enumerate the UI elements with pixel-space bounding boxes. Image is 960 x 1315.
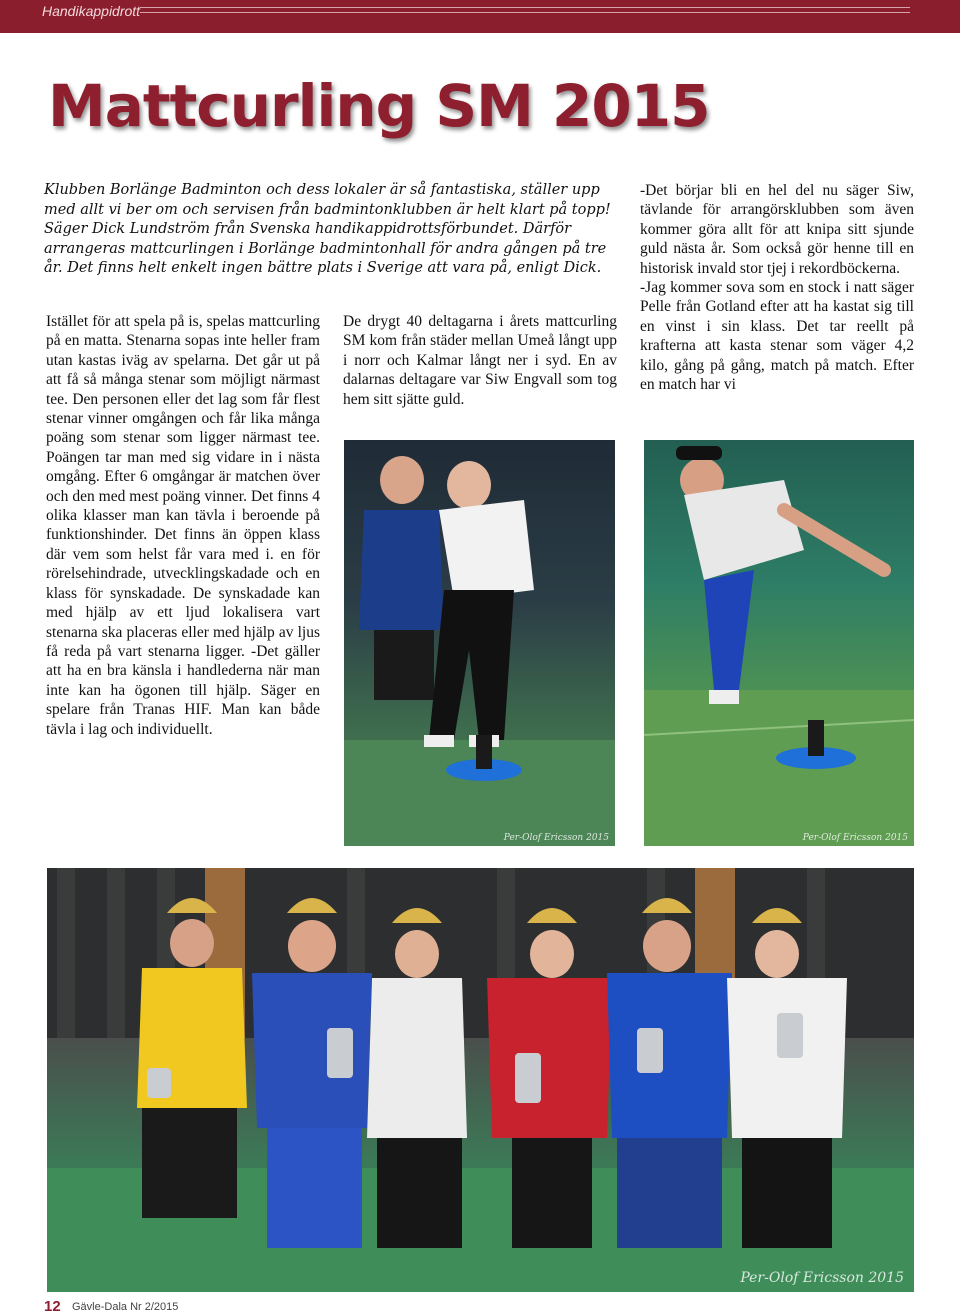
photo-credit: Per-Olof Ericsson 2015 [802,833,908,843]
photo-credit: Per-Olof Ericsson 2015 [503,833,609,843]
page-title: Mattcurling SM 2015 [48,72,710,140]
photo-credit: Per-Olof Ericsson 2015 [740,1270,904,1286]
header-rule [140,12,910,13]
page-number: 12 [44,1298,61,1315]
photo-curling-player-man [644,440,914,846]
section-label: Handikappidrott [42,3,141,19]
publication-name: Gävle-Dala Nr 2/2015 [72,1301,179,1313]
body-column-2: De drygt 40 deltagarna i årets mattcurling SM kom från städer mellan Umeå långt upp i norr och Kalmar långt ner i syd. En av dalarnas deltagare var Siw Engvall som tog hem sitt sjätte guld. [343,313,617,408]
body-column-3 [640,181,914,394]
column-3-paragraph-1: -Det börjar bli en hel del nu säger Siw, tävlande för arrangörsklubben som även kommer göra allt för att knipa sitt sjunde guld nästa år. Som också gör henne till en historisk invald stor tjej i rekordböckerna. [640,182,914,277]
header-bar [0,0,960,33]
photo-winners-group [47,868,914,1292]
header-rule [140,7,910,8]
intro-paragraph: Klubben Borlänge Badminton och dess lokaler är så fantastiska, ställer upp med allt vi ber om och servisen från badmintonklubben är helt klart på topp! Säger Dick Lundström från Svenska handikappidrottsförbundet. Därför arrangeras mattcurlingen i Borlänge badmintonhall för andra gången på tre år. Det finns helt enkelt ingen bättre plats i Sverige att vara på, enligt Dick. [44,182,611,276]
column-3-paragraph-2: -Jag kommer sova som en stock i natt säger Pelle från Gotland efter att ha kastat sig till en vinst i sin klass. Det tar reellt på krafterna att kasta stenar som väger 4,2 kilo, gång på gång, match på match. Efter en match har vi [640,279,914,394]
body-column-1: Istället för att spela på is, spelas mattcurling på en matta. Stenarna sopas inte heller fram utan kastas iväg av spelarna. Det går ut på att få så många stenar som möjligt närmast tee. Den personen eller det lag som får flest stenar vinner omgången och får lika många poäng som stenar som ligger närmast tee. Poängen tar man med sig vidare in i nästa omgång. Efter 6 omgångar är matchen över och den med mest poäng vinner. Det finns 4 olika klasser man kan tävla i beroende på funktionshinder. Det finns än öppen klass där vem som helst får vara med i. en för rörelsehindrade, utvecklingskadade och en klass för synskadade. De synskadade kan med hjälp av ett ljud lokalisera vart stenarna ska placeras eller med hjälp av ljus få reda på vart stenarna ligger. -Det gäller att ha en bra känsla i handlederna när man inte kan ha ögonen till hjälp. Säger en spelare från Tranas HIF. Man kan både tävla i lag och individuellt. [46,313,320,738]
photo-curling-player-woman [344,440,615,846]
